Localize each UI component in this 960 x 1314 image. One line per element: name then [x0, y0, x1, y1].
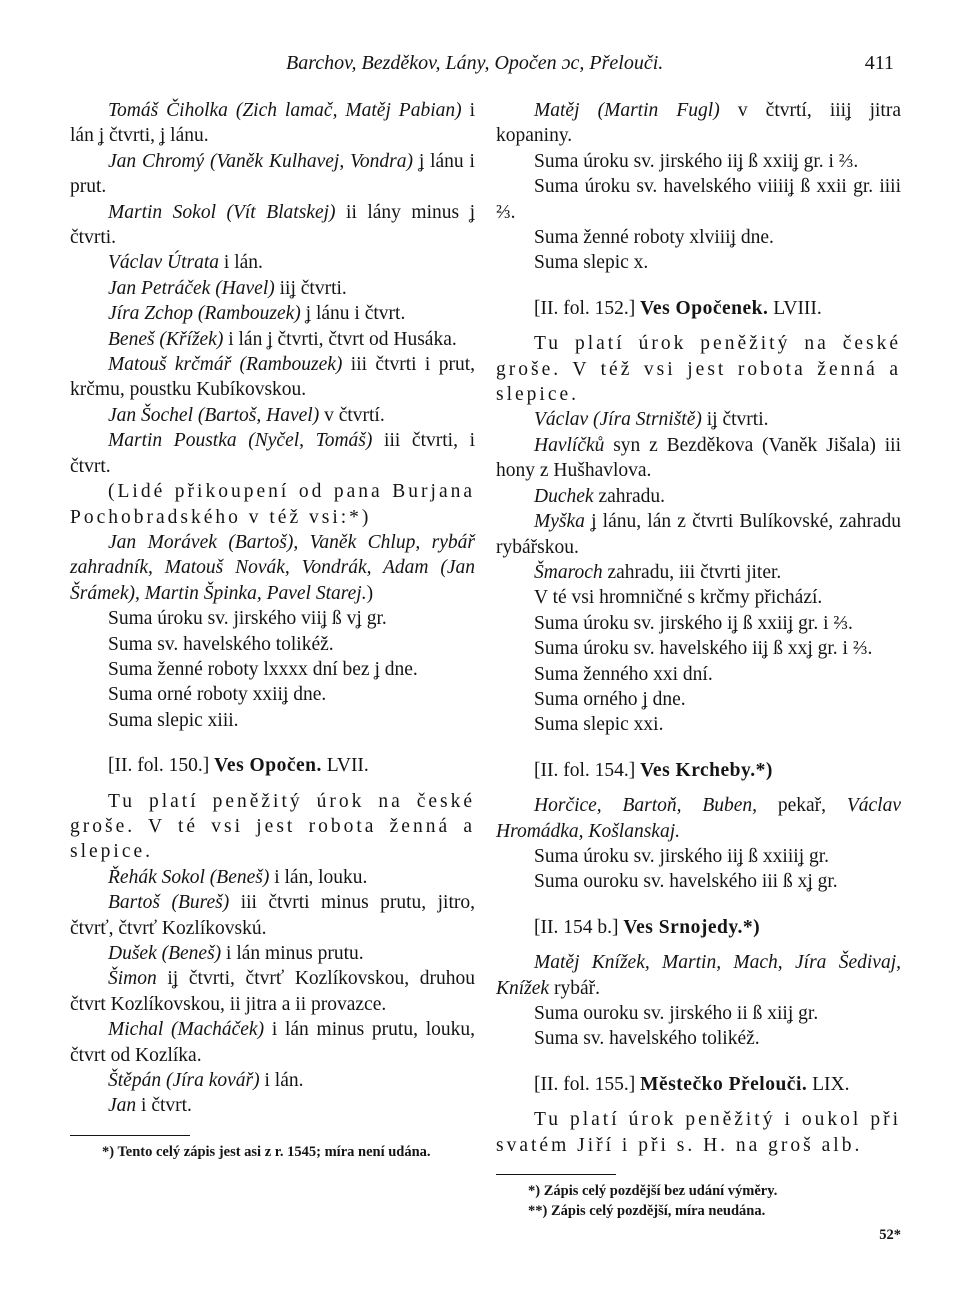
- footnote-rule: [496, 1174, 616, 1175]
- entry-text: zahradu.: [593, 485, 666, 507]
- list-item: [70, 149, 475, 200]
- right-column: [496, 98, 901, 1248]
- list-item: [70, 200, 475, 251]
- sum-line: Suma orného ʝ dne.: [534, 688, 686, 710]
- list-item: [496, 509, 901, 560]
- entry-name: Beneš (Křížek): [108, 328, 224, 350]
- entry-name: Martin Sokol (Vít Blatskej): [108, 201, 336, 223]
- entry-text: i lán.: [259, 1070, 304, 1092]
- list-item: [70, 250, 475, 275]
- section-title: Ves Opočen.: [214, 755, 322, 777]
- entry-name: Dušek (Beneš): [108, 943, 222, 964]
- entry-text: ʝ lánu i čtvrt.: [300, 303, 406, 325]
- srnojedy-sums: [496, 1001, 901, 1052]
- entry-name: Štěpán (Jíra kovář): [108, 1070, 260, 1092]
- list-item: [496, 98, 901, 149]
- sum-line: Suma sv. havelského tolikéž.: [108, 633, 334, 655]
- entry-text: i lán ʝ čtvrti, čtvrt od Husáka.: [223, 328, 457, 350]
- sum-line: Suma ženné roboty lxxxx dní bez ʝ dne.: [108, 658, 418, 680]
- sum-line: Suma úroku sv. havelského viiiiʝ ß xxii gr. iiii ⅔.: [496, 176, 901, 223]
- section-title: Ves Srnojedy.*): [623, 916, 761, 938]
- opocenek-entries: [496, 407, 901, 585]
- entry-name: Václav (Jíra Strniště): [534, 409, 702, 431]
- section-heading-opocen: [108, 753, 475, 778]
- section-ref: [II. fol. 150.]: [108, 755, 210, 777]
- entry-name: Šmaroch: [534, 561, 603, 583]
- sum-line: Suma ženného xxi dní.: [534, 663, 713, 685]
- note-names: [70, 530, 475, 606]
- entry-text: ʝ lánu i prut.: [70, 150, 475, 198]
- list-item: [70, 865, 475, 890]
- note-names-text: Jan Morávek (Bartoš), Vaněk Chlup, rybář zahradník, Matouš Novák, Vondrák, Adam (Jan Šrámek), Martin Špinka, Pavel Starej.: [70, 531, 475, 604]
- entry-text: ii lány minus ʝ čtvrti.: [70, 201, 476, 249]
- section-ref: [II. fol. 155.]: [534, 1073, 636, 1095]
- sum-line: Suma ouroku sv. jirského ii ß xiiʝ gr.: [534, 1003, 819, 1024]
- section-title: Ves Krcheby.*): [640, 759, 773, 781]
- list-item: [70, 403, 475, 428]
- section-intro: Tu platí úrok peněžitý na české groše. V též vsi jest robota ženná a slepice.: [496, 333, 901, 406]
- section-intro: Tu platí úrok peněžitý i oukol při svatém Jiří i při s. H. na groš alb.: [496, 1109, 901, 1156]
- section-title: Ves Opočenek.: [640, 297, 769, 319]
- entry-text: i lán.: [219, 252, 263, 274]
- sum-line: Suma slepic x.: [534, 252, 649, 274]
- entry-name-2: Václav Hromádka, Košlanskaj.: [496, 795, 901, 842]
- section-number: LVII.: [326, 755, 369, 777]
- sum-line: Suma sv. havelského tolikéž.: [534, 1028, 760, 1050]
- entry-text: iʝ čtvrti.: [701, 409, 769, 431]
- sum-line: Suma slepic xiii.: [108, 709, 239, 731]
- entry-name: Matouš krčmář (Rambouzek): [108, 354, 343, 376]
- entry-text: iii čtvrti minus prutu, jitro, čtvrť, čtvrť Kozlíkovskú.: [70, 892, 476, 939]
- list-item: [70, 301, 475, 326]
- list-item: [70, 1017, 475, 1068]
- entry-name: Horčice, Bartoň, Buben,: [534, 795, 758, 817]
- entry-text: i čtvrt.: [136, 1095, 192, 1117]
- list-item: [70, 1068, 475, 1093]
- entry-name: Bartoš (Bureš): [108, 892, 230, 914]
- sum-line: Suma orné roboty xxiiʝ dne.: [108, 684, 327, 706]
- entry-text: v čtvrtí.: [319, 404, 385, 426]
- entry-text: v čtvrtí, iiiʝ jitra kopaniny.: [496, 100, 902, 147]
- srnojedy-entries: [496, 950, 901, 1001]
- entry-name: Jan Petráček (Havel): [108, 277, 275, 299]
- entry-name: Šimon: [108, 968, 157, 990]
- note-spaced: (Lidé přikoupení od pana Burjana Pochobradského v též vsi:*): [70, 481, 475, 528]
- section-heading-prelouc: [534, 1072, 901, 1097]
- list-item: [70, 428, 475, 479]
- left-column: [70, 98, 475, 1162]
- section-heading-krcheby: [534, 758, 901, 783]
- entry-name: Duchek: [534, 485, 594, 507]
- entry-text: i lán ʝ čtvrti, ʝ lánu.: [70, 100, 475, 147]
- entry-text: i lán minus prutu.: [221, 943, 364, 964]
- opocen-entries: [70, 865, 475, 1119]
- list-item: [496, 407, 901, 432]
- sum-line: Suma úroku sv. havelského iiʝ ß xxʝ gr. i ⅔.: [534, 638, 873, 660]
- section-ref: [II. 154 b.]: [534, 916, 619, 938]
- right-sums-top: [496, 149, 901, 276]
- section-ref: [II. fol. 152.]: [534, 297, 636, 319]
- section-heading-opocenek: [534, 296, 901, 321]
- opocenek-sums: [496, 585, 901, 737]
- entry-name: Tomáš Čiholka (Zich lamač, Matěj Pabian): [108, 100, 462, 121]
- list-item: [496, 950, 901, 1001]
- entry-name: Řehák Sokol (Beneš): [108, 866, 270, 888]
- sum-line: Suma ouroku sv. havelského iii ß xʝ gr.: [534, 871, 838, 893]
- entry-text: iii čtvrti i prut, krčmu, poustku Kubíkovskou.: [70, 354, 476, 401]
- running-head: Barchov, Bezděkov, Lány, Opočen ɔc, Přelouči.: [286, 52, 664, 74]
- note-close: ): [366, 582, 374, 604]
- list-item: [70, 941, 475, 966]
- list-item: [496, 560, 901, 585]
- entry-name: Michal (Macháček): [108, 1019, 265, 1041]
- section-heading-srnojedy: [534, 915, 901, 940]
- entry-name: Matěj (Martin Fugl): [534, 100, 720, 121]
- entry-name: Václav Útrata: [108, 252, 220, 274]
- entry-name: Myška: [534, 511, 585, 533]
- sum-line: Suma úroku sv. jirského iʝ ß xxiiʝ gr. i ⅔.: [534, 612, 853, 634]
- entry-text: rybář.: [549, 977, 600, 999]
- sum-line: Suma slepic xxi.: [534, 714, 664, 736]
- entry-name: Havlíčků: [534, 434, 605, 456]
- sum-line: V té vsi hromničné s krčmy přichází.: [534, 587, 823, 609]
- krcheby-entry: [496, 793, 901, 844]
- section-ref: [II. fol. 154.]: [534, 759, 636, 781]
- entry-name: Jan Chromý (Vaněk Kulhavej, Vondra): [108, 150, 413, 172]
- section-intro: Tu platí peněžitý úrok na české groše. V té vsi jest robota ženná a slepice.: [70, 790, 475, 863]
- left-sums: [70, 606, 475, 733]
- list-item: [70, 966, 475, 1017]
- krcheby-sums: [496, 844, 901, 895]
- entry-name: Jan: [108, 1095, 137, 1117]
- section-number: LIX.: [812, 1073, 850, 1095]
- entry-name: Martin Poustka (Nyčel, Tomáš): [108, 430, 373, 452]
- entry-text: i lán, louku.: [269, 866, 368, 888]
- sum-line: Suma úroku sv. jirského iiʝ ß xxiiʝ gr. i ⅔.: [534, 150, 859, 172]
- list-item: [70, 352, 475, 403]
- entry-text: iʝ čtvrti, čtvrť Kozlíkovskou, druhou čtvrt Kozlíkovskou, ii jitra a ii provazce.: [70, 968, 475, 1015]
- entry-text: i lán minus prutu, louku, čtvrt od Kozlíka.: [70, 1019, 475, 1066]
- list-item: [70, 276, 475, 301]
- footnote-left: *) Tento celý zápis jest asi z r. 1545; míra není udána.: [102, 1143, 431, 1160]
- list-item: [70, 890, 475, 941]
- sheet-signature: 52*: [879, 1227, 901, 1244]
- entry-text: pekař,: [757, 795, 847, 817]
- list-item: [70, 98, 475, 149]
- entry-name: Jan Šochel (Bartoš, Havel): [108, 404, 320, 426]
- sum-line: Suma ženné roboty xlviiiʝ dne.: [534, 227, 774, 249]
- list-item: [70, 327, 475, 352]
- footnote-right-2: **) Zápis celý pozdější, míra neudána.: [528, 1203, 766, 1220]
- list-item: [496, 433, 901, 484]
- entry-name: Matěj Knížek, Martin, Mach, Jíra Šedivaj, Knížek: [496, 952, 901, 999]
- section-number: LVIII.: [773, 297, 822, 319]
- section-title: Městečko Přelouči.: [640, 1073, 808, 1095]
- right-entries-top: [496, 98, 901, 149]
- sum-line: Suma úroku sv. jirského iiʝ ß xxiiiʝ gr.: [534, 845, 830, 867]
- entry-text: zahradu, iii čtvrti jiter.: [602, 561, 782, 583]
- entry-text: iiʝ čtvrti.: [274, 277, 347, 299]
- footnote-right-1: *) Zápis celý pozdější bez udání výměry.: [528, 1183, 778, 1200]
- list-item: [70, 1093, 475, 1118]
- left-entries: [70, 98, 475, 479]
- entry-text: ʝ lánu, lán z čtvrti Bulíkovské, zahradu rybářskou.: [496, 511, 901, 558]
- footnote-rule: [70, 1135, 190, 1136]
- entry-text: iii čtvrti, i čtvrt.: [70, 430, 476, 477]
- entry-text: syn z Bezděkova (Vaněk Jišala) iii hony z Hušhavlova.: [496, 434, 901, 482]
- entry-name: Jíra Zchop (Rambouzek): [108, 303, 301, 325]
- sum-line: Suma úroku sv. jirského viiʝ ß vʝ gr.: [108, 608, 387, 630]
- list-item: [496, 484, 901, 509]
- page-number: 411: [864, 52, 894, 74]
